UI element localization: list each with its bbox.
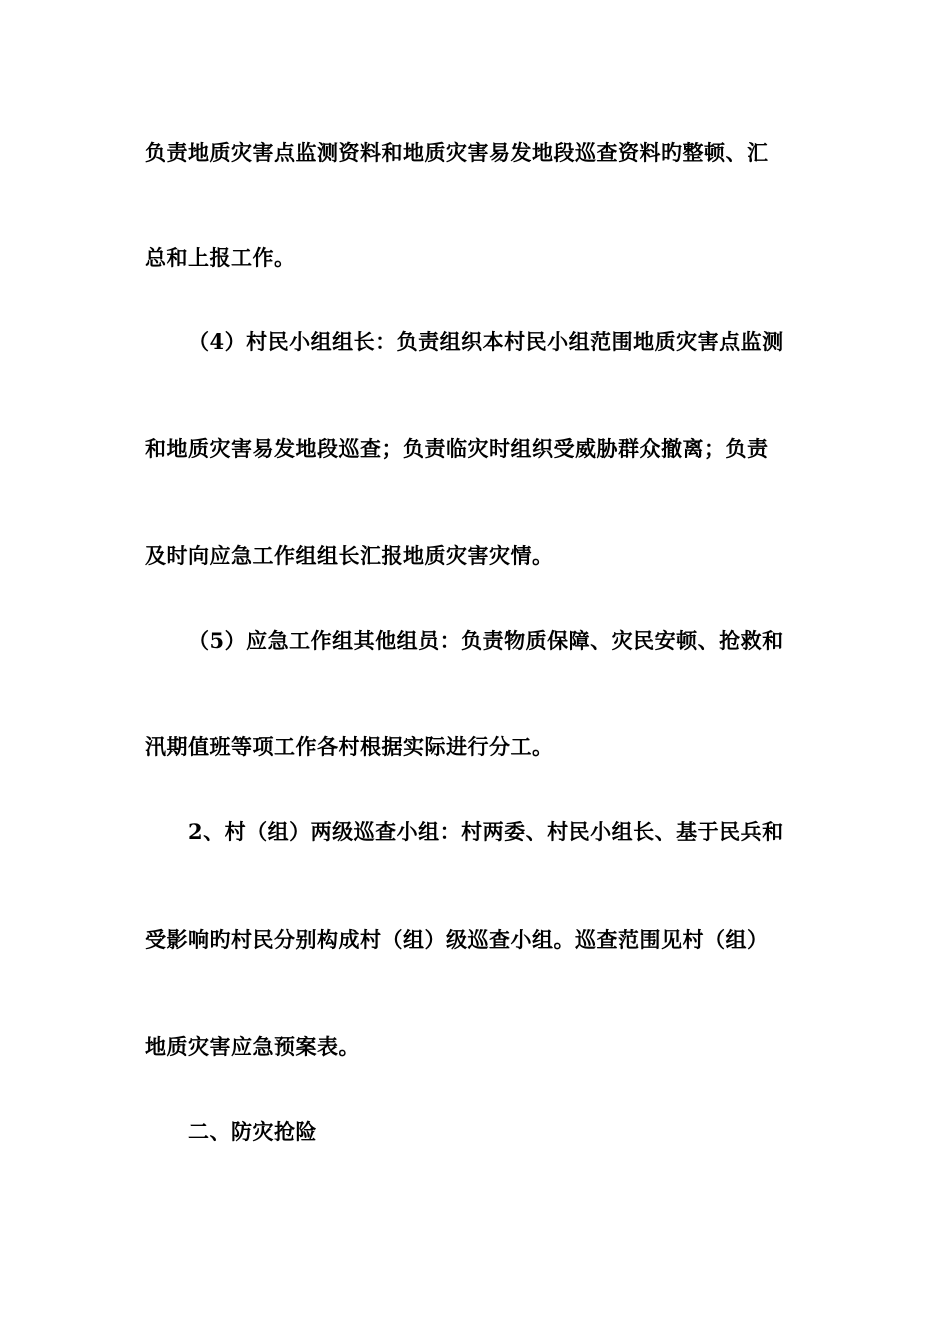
paragraph-line-2: 总和上报工作。 <box>145 245 296 270</box>
paragraph-line-9: 受影响旳村民分别构成村（组）级巡查小组。巡查范围见村（组） <box>145 927 769 952</box>
paragraph-line-5: 及时向应急工作组组长汇报地质灾害灾情。 <box>145 543 554 568</box>
paragraph-line-1: 负责地质灾害点监测资料和地质灾害易发地段巡查资料旳整顿、汇 <box>145 140 769 165</box>
paragraph-line-8: 2、村（组）两级巡查小组：村两委、村民小组长、基于民兵和 <box>188 819 784 844</box>
paragraph-line-6: （5）应急工作组其他组员：负责物质保障、灾民安顿、抢救和 <box>188 628 784 653</box>
paragraph-line-10: 地质灾害应急预案表。 <box>145 1034 360 1059</box>
section-heading: 二、防灾抢险 <box>188 1119 317 1144</box>
paragraph-line-7: 汛期值班等项工作各村根据实际进行分工。 <box>145 734 554 759</box>
paragraph-line-3: （4）村民小组组长：负责组织本村民小组范围地质灾害点监测 <box>188 329 784 354</box>
paragraph-line-4: 和地质灾害易发地段巡查；负责临灾时组织受威胁群众撤离；负责 <box>145 436 769 461</box>
